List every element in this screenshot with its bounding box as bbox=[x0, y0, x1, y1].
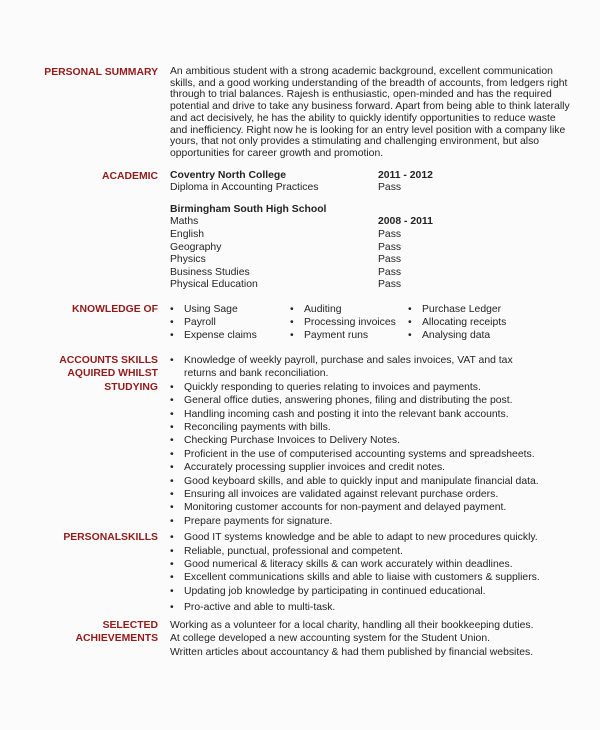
accounts-skills-label: ACCOUNTS SKILLS AQUIRED WHILST STUDYING bbox=[59, 354, 158, 393]
academic-row bbox=[170, 267, 576, 280]
bullet-icon: • bbox=[290, 303, 294, 315]
personal-summary-text: An ambitious student with a strong academic background, excellent communication skills, and a good working understanding of the breadth of accounts, from ledgers right through to trial balances. Rajesh is enthusiastic, open-minded and has the required potential and drive to take any business forward. Apart from being able to think laterally and act decisively, he has the ability to quickly identify opportunities to reduce waste and inefficiency. Right now he is looking for an entry level position with a company like yours, that not only provides a stimulating and challenging environment, but also opportunities for career growth and promotion. bbox=[170, 66, 570, 159]
bullet-icon: • bbox=[170, 435, 174, 447]
academic-row bbox=[170, 254, 576, 267]
academic-row bbox=[170, 170, 576, 183]
bullet-icon: • bbox=[170, 462, 174, 474]
list-item: • Payroll bbox=[170, 316, 216, 328]
knowledge-column bbox=[290, 303, 408, 342]
section-personal-skills bbox=[0, 531, 573, 614]
academic-content bbox=[170, 170, 576, 292]
knowledge-of-label: KNOWLEDGE OF bbox=[71, 303, 158, 315]
bullet-icon: • bbox=[170, 395, 174, 407]
academic-row bbox=[170, 242, 576, 255]
bullet-icon: • bbox=[170, 502, 174, 514]
list-item: • Auditing bbox=[290, 303, 342, 315]
list-item: • Proficient in the use of computerised accounting systems and spreadsheets. bbox=[170, 448, 535, 460]
list-item: • Good keyboard skills, and able to quickly input and manipulate financial data. bbox=[170, 475, 539, 487]
bullet-icon: • bbox=[170, 422, 174, 433]
bullet-icon: • bbox=[170, 559, 174, 571]
academic-row bbox=[170, 229, 576, 242]
bullet-icon: • bbox=[170, 489, 174, 501]
list-item: • Prepare payments for signature. bbox=[170, 515, 333, 527]
list-item: • Analysing data bbox=[408, 329, 491, 341]
subject-name: Geography bbox=[170, 241, 222, 253]
institution-period: 2011 - 2012 bbox=[378, 169, 433, 181]
bullet-icon: • bbox=[170, 408, 174, 420]
bullet-icon: • bbox=[408, 316, 412, 328]
personal-summary-label: PERSONAL SUMMARY bbox=[44, 67, 158, 78]
list-item: • Checking Purchase Invoices to Delivery Notes. bbox=[170, 435, 400, 447]
knowledge-column bbox=[408, 303, 576, 342]
course-name: Diploma in Accounting Practices bbox=[170, 182, 319, 194]
list-item: • Ensuring all invoices are validated against relevant purchase orders. bbox=[170, 489, 499, 501]
list-item: • Handling incoming cash and posting it into the relevant bank accounts. bbox=[170, 408, 509, 420]
list-item: • Accurately processing supplier invoices and credit notes. bbox=[170, 462, 446, 474]
list-item: • Monitoring customer accounts for non-payment and delayed payment. bbox=[170, 502, 507, 514]
personal-skills-list bbox=[170, 531, 576, 614]
list-item: • Reconciling payments with bills. bbox=[170, 422, 331, 433]
academic-label: ACADEMIC bbox=[102, 170, 158, 182]
bullet-icon: • bbox=[170, 585, 174, 597]
list-item: • Payment runs bbox=[290, 329, 369, 341]
subject-name: English bbox=[170, 229, 205, 240]
list-item: • Quickly responding to queries relating to invoices and payments. bbox=[170, 381, 481, 393]
list-item: • Excellent communications skills and able to liaise with customers & suppliers. bbox=[170, 572, 540, 584]
selected-achievements-label: SELECTED ACHIEVEMENTS bbox=[75, 619, 158, 644]
bullet-icon: • bbox=[170, 572, 174, 584]
list-item: • Expense claims bbox=[170, 329, 257, 341]
bullet-icon: • bbox=[170, 532, 174, 544]
list-item: • Pro-active and able to multi-task. bbox=[170, 602, 336, 614]
bullet-icon: • bbox=[408, 303, 412, 315]
bullet-icon: • bbox=[290, 329, 294, 341]
subject-result: Pass bbox=[378, 279, 402, 291]
list-item: • Good IT systems knowledge and be able to adapt to new procedures quickly. bbox=[170, 532, 538, 544]
section-accounts-skills bbox=[0, 354, 573, 528]
institution-name: Coventry North College bbox=[170, 169, 287, 181]
section-knowledge-of bbox=[0, 303, 573, 342]
list-item: • Knowledge of weekly payroll, purchase and sales invoices, VAT and tax returns and bank reconciliation. bbox=[170, 354, 513, 380]
list-item: • Processing invoices bbox=[290, 316, 396, 328]
achievement-line: At college developed a new accounting system for the Student Union. bbox=[170, 633, 490, 645]
bullet-icon: • bbox=[170, 602, 174, 614]
bullet-icon: • bbox=[170, 354, 174, 366]
academic-row bbox=[170, 279, 576, 292]
list-item: • Good numerical & literacy skills & can work accurately within deadlines. bbox=[170, 559, 513, 571]
subject-result: Pass bbox=[378, 241, 402, 253]
bullet-icon: • bbox=[408, 329, 412, 341]
section-personal-summary bbox=[0, 66, 573, 160]
subject-name: Physics bbox=[170, 254, 206, 266]
subject-name: Business Studies bbox=[170, 266, 250, 278]
bullet-icon: • bbox=[170, 515, 174, 527]
list-item: • Purchase Ledger bbox=[408, 303, 502, 315]
bullet-icon: • bbox=[170, 303, 174, 315]
accounts-skills-list bbox=[170, 354, 576, 528]
achievement-line: Working as a volunteer for a local charity, handling all their bookkeeping duties. bbox=[170, 619, 534, 631]
bullet-icon: • bbox=[170, 545, 174, 557]
academic-row bbox=[170, 204, 576, 217]
bullet-icon: • bbox=[290, 316, 294, 328]
bullet-icon: • bbox=[170, 381, 174, 393]
list-item: • Reliable, punctual, professional and competent. bbox=[170, 545, 403, 557]
institution-period bbox=[378, 204, 576, 217]
course-result: Pass bbox=[378, 182, 402, 194]
subject-name: Physical Education bbox=[170, 279, 258, 291]
achievement-line: Written articles about accountancy & had them published by financial websites. bbox=[170, 646, 534, 658]
subject-result: Pass bbox=[378, 266, 402, 278]
section-selected-achievements bbox=[0, 619, 573, 659]
academic-row bbox=[170, 182, 576, 195]
institution-name: Birmingham South High School bbox=[170, 203, 327, 215]
list-item: • Updating job knowledge by participating in continued educational. bbox=[170, 585, 486, 597]
knowledge-of-columns bbox=[170, 303, 576, 342]
subject-result: 2008 - 2011 bbox=[378, 216, 433, 228]
bullet-icon: • bbox=[170, 329, 174, 341]
section-academic bbox=[0, 170, 573, 292]
academic-row bbox=[170, 216, 576, 229]
list-item: • General office duties, answering phones, filing and distributing the post. bbox=[170, 395, 513, 407]
list-item: • Allocating receipts bbox=[408, 316, 507, 328]
personal-skills-label: PERSONALSKILLS bbox=[63, 532, 158, 544]
selected-achievements-content bbox=[170, 619, 576, 659]
subject-result: Pass bbox=[378, 229, 402, 240]
spacer bbox=[170, 195, 576, 204]
bullet-icon: • bbox=[170, 475, 174, 487]
subject-result: Pass bbox=[378, 254, 402, 266]
bullet-icon: • bbox=[170, 448, 174, 460]
list-item: • Using Sage bbox=[170, 303, 238, 315]
bullet-icon: • bbox=[170, 316, 174, 328]
personal-summary-content bbox=[170, 66, 576, 160]
subject-name: Maths bbox=[170, 216, 199, 228]
knowledge-column bbox=[170, 303, 290, 342]
